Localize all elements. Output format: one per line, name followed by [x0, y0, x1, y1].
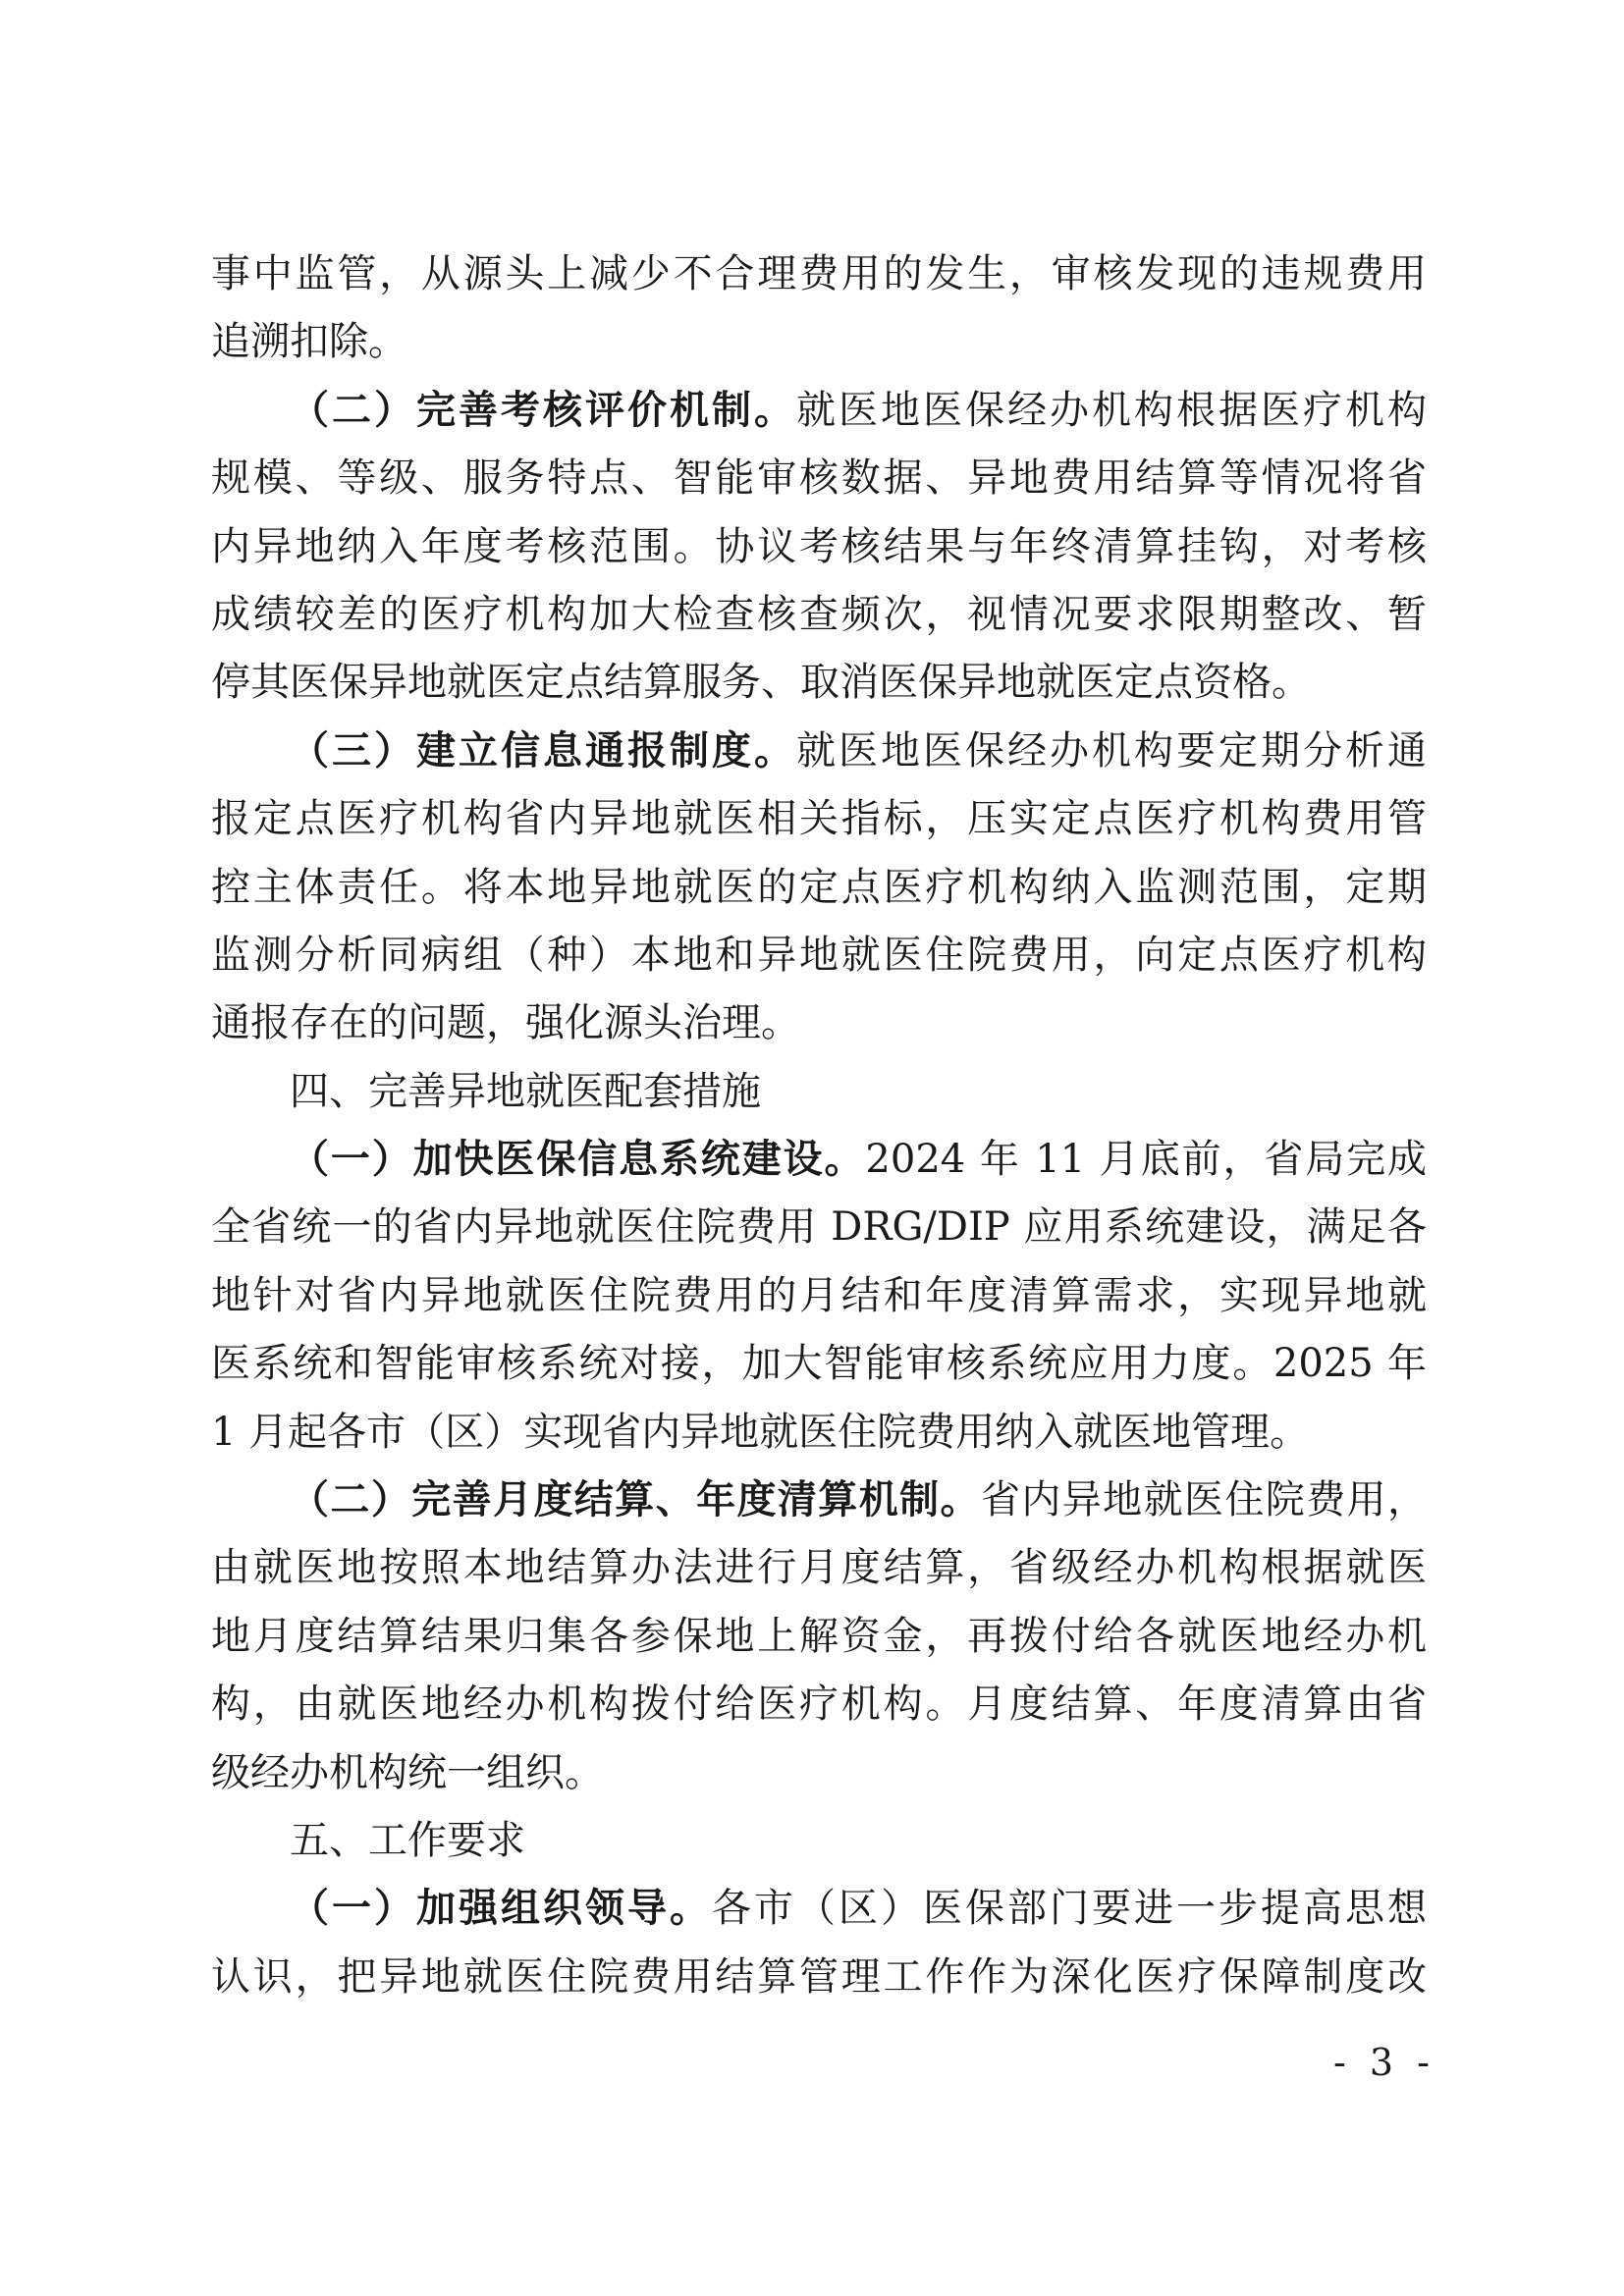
section-item-heading-line	[211, 1126, 1427, 1194]
section-heading	[211, 1807, 1427, 1875]
text-line	[211, 1944, 1427, 2011]
text-line	[211, 1534, 1427, 1602]
line-text: 各市（区）医保部门要进一步提高思想	[712, 1886, 1427, 1932]
text-line	[211, 1671, 1427, 1738]
text-line	[211, 1739, 1427, 1807]
bold-subheading: （一）加强组织领导。	[290, 1886, 712, 1932]
line-text: 规模、等级、服务特点、智能审核数据、异地费用结算等情况将省	[211, 455, 1427, 502]
text-line	[211, 513, 1427, 581]
line-text: 事中监管，从源头上减少不合理费用的发生，审核发现的违规费用	[211, 251, 1427, 296]
section-item-heading-line	[211, 377, 1427, 445]
section-heading-text: 四、完善异地就医配套措施	[290, 1068, 761, 1114]
line-text: 全省统一的省内异地就医住院费用 DRG/DIP 应用系统建设，满足各	[211, 1204, 1427, 1251]
section-item-heading-line	[211, 718, 1427, 785]
section-item-heading-line	[211, 1875, 1427, 1943]
text-line	[211, 922, 1427, 989]
line-text: 报定点医疗机构省内异地就医相关指标，压实定点医疗机构费用管	[211, 796, 1427, 842]
text-line	[211, 989, 1427, 1057]
bold-subheading: （二）完善考核评价机制。	[290, 387, 796, 433]
text-line	[211, 445, 1427, 512]
document-body	[211, 240, 1427, 2011]
line-text: 地针对省内异地就医住院费用的月结和年度清算需求，实现异地就	[211, 1272, 1427, 1318]
line-text: 就医地医保经办机构要定期分析通	[796, 727, 1427, 774]
bold-subheading: （一）加快医保信息系统建设。	[290, 1137, 866, 1183]
line-text: 1 月起各市（区）实现省内异地就医住院费用纳入就医地管理。	[211, 1409, 1310, 1455]
section-heading-text: 五、工作要求	[290, 1817, 525, 1863]
line-text: 控主体责任。将本地异地就医的定点医疗机构纳入监测范围，定期	[211, 864, 1427, 910]
bold-subheading: （二）完善月度结算、年度清算机制。	[290, 1477, 981, 1523]
line-text: 由就医地按照本地结算办法进行月度结算，省级经办机构根据就医	[211, 1545, 1427, 1591]
line-text: 省内异地就医住院费用，	[980, 1477, 1428, 1523]
text-line	[211, 308, 1427, 376]
line-text: 2024 年 11 月底前，省局完成	[865, 1137, 1428, 1183]
section-heading	[211, 1058, 1427, 1126]
line-text: 通报存在的问题，强化源头治理。	[211, 1000, 800, 1046]
line-text: 认识，把异地就医住院费用结算管理工作作为深化医疗保障制度改	[211, 1953, 1427, 2000]
text-line	[211, 1399, 1427, 1467]
line-text: 就医地医保经办机构根据医疗机构	[796, 387, 1427, 433]
line-text: 级经办机构统一组织。	[211, 1749, 604, 1795]
text-line	[211, 785, 1427, 853]
line-text: 医系统和智能审核系统对接，加大智能审核系统应用力度。2025 年	[211, 1341, 1427, 1387]
text-line	[211, 1330, 1427, 1398]
line-text: 停其医保异地就医定点结算服务、取消医保异地就医定点资格。	[211, 660, 1311, 706]
page-number: - 3 -	[1332, 2041, 1435, 2084]
line-text: 内异地纳入年度考核范围。协议考核结果与年终清算挂钩，对考核	[211, 523, 1427, 569]
line-text: 构，由就医地经办机构拨付给医疗机构。月度结算、年度清算由省	[211, 1682, 1427, 1728]
line-text: 成绩较差的医疗机构加大检查核查频次，视情况要求限期整改、暂	[211, 591, 1427, 637]
text-line	[211, 1262, 1427, 1330]
text-line	[211, 854, 1427, 922]
text-line	[211, 240, 1427, 308]
section-item-heading-line	[211, 1467, 1427, 1534]
bold-subheading: （三）建立信息通报制度。	[290, 727, 796, 774]
line-text: 监测分析同病组（种）本地和异地就医住院费用，向定点医疗机构	[211, 932, 1427, 978]
text-line	[211, 1194, 1427, 1261]
text-line	[211, 581, 1427, 649]
text-line	[211, 1603, 1427, 1671]
line-text: 追溯扣除。	[211, 319, 407, 365]
text-line	[211, 649, 1427, 717]
line-text: 地月度结算结果归集各参保地上解资金，再拨付给各就医地经办机	[211, 1613, 1427, 1659]
